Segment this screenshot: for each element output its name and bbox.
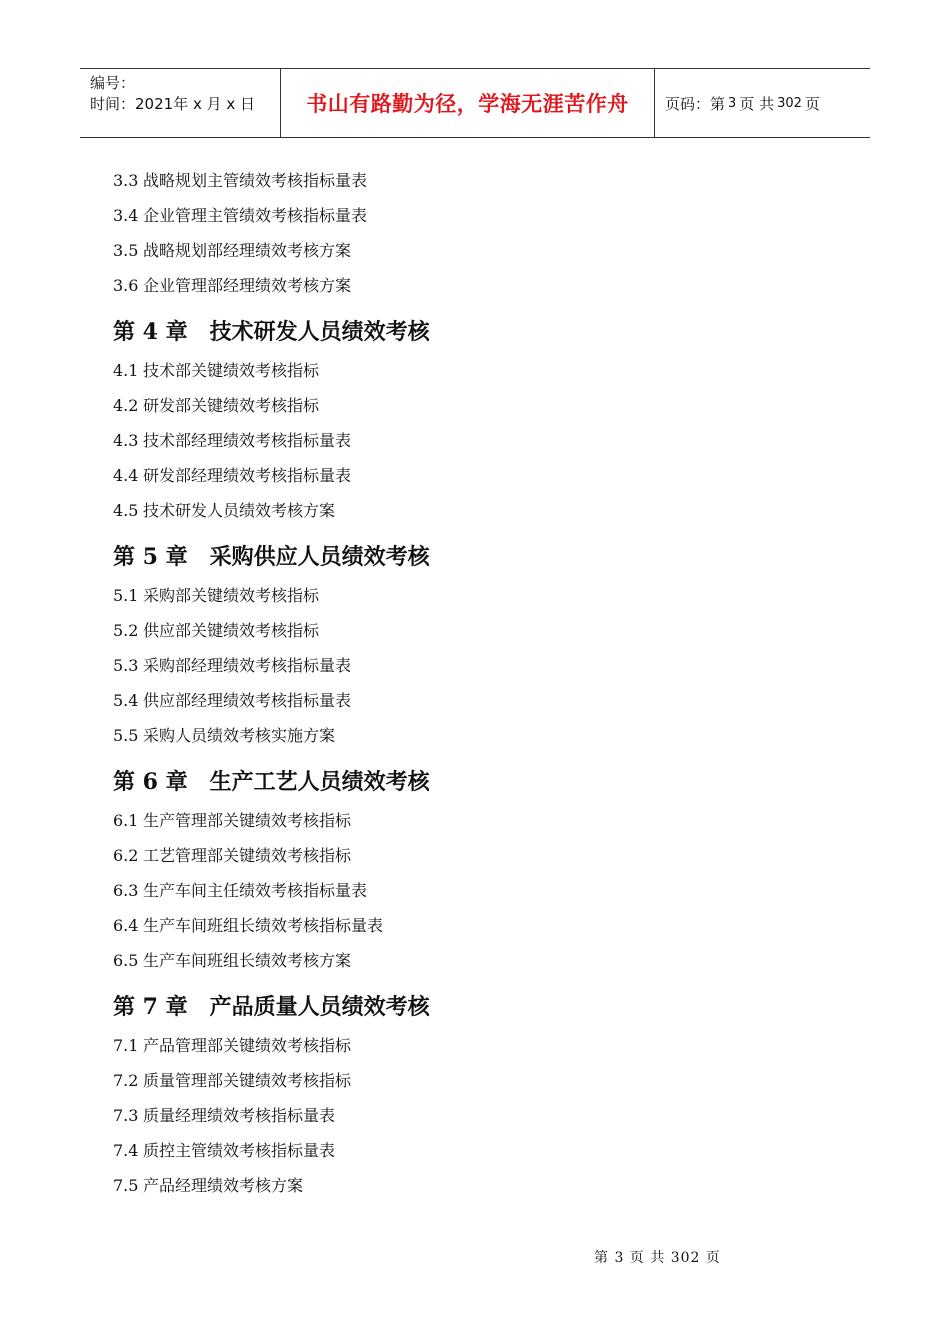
- toc-entry-title: 企业管理主管绩效考核指标量表: [143, 206, 368, 225]
- toc-entry-number: 5.2: [113, 621, 139, 640]
- toc-entry-number: 6.3: [113, 881, 139, 900]
- toc-entry-number: 6.4: [113, 916, 139, 935]
- toc-entry-number: 6.5: [113, 951, 139, 970]
- toc-entry: [113, 838, 833, 873]
- toc-entry-number: 4.1: [113, 361, 139, 380]
- toc-entry: [113, 493, 833, 528]
- toc-entry-number: 3.4: [113, 206, 139, 225]
- header-page-info: [655, 69, 870, 137]
- chapter-title: 技术研发人员绩效考核: [209, 319, 430, 345]
- toc-entry: [113, 233, 833, 268]
- toc-entry-number: 7.2: [113, 1071, 139, 1090]
- toc-entry-title: 技术研发人员绩效考核方案: [143, 501, 336, 520]
- toc-entry: [113, 718, 833, 753]
- header-meta-cell: [80, 69, 281, 137]
- chapter-heading: [113, 528, 833, 578]
- toc-entry: [113, 613, 833, 648]
- toc-entry-title: 研发部关键绩效考核指标: [143, 396, 320, 415]
- toc-entry: [113, 578, 833, 613]
- toc-entry: [113, 1028, 833, 1063]
- header-motto: 书山有路勤为径，学海无涯苦作舟: [281, 69, 655, 137]
- toc-entry-title: 产品管理部关键绩效考核指标: [143, 1036, 352, 1055]
- chapter-title: 产品质量人员绩效考核: [209, 994, 430, 1020]
- toc-entry: [113, 163, 833, 198]
- toc-entry-title: 质量经理绩效考核指标量表: [143, 1106, 336, 1125]
- toc-entry: [113, 943, 833, 978]
- toc-entry: [113, 198, 833, 233]
- toc-entry-number: 5.5: [113, 726, 139, 745]
- page-current: 3: [728, 95, 737, 111]
- toc-entry-number: 5.1: [113, 586, 139, 605]
- toc-entry-title: 质量管理部关键绩效考核指标: [143, 1071, 352, 1090]
- toc-entry-title: 采购部关键绩效考核指标: [143, 586, 320, 605]
- toc-entry: [113, 908, 833, 943]
- chapter-label: 第 6 章: [113, 769, 188, 795]
- toc-entry: [113, 803, 833, 838]
- chapter-title: 采购供应人员绩效考核: [209, 544, 430, 570]
- toc-entry-title: 研发部经理绩效考核指标量表: [143, 466, 352, 485]
- toc-entry-number: 7.1: [113, 1036, 139, 1055]
- toc-entry-title: 企业管理部经理绩效考核方案: [143, 276, 352, 295]
- toc-entry-number: 5.3: [113, 656, 139, 675]
- toc-entry: [113, 458, 833, 493]
- toc-entry: [113, 388, 833, 423]
- toc-entry-title: 工艺管理部关键绩效考核指标: [143, 846, 352, 865]
- chapter-label: 第 4 章: [113, 319, 188, 345]
- toc-entry-title: 技术部关键绩效考核指标: [143, 361, 320, 380]
- toc-entry-number: 7.4: [113, 1141, 139, 1160]
- toc-entry-number: 4.4: [113, 466, 139, 485]
- chapter-label: 第 7 章: [113, 994, 188, 1020]
- chapter-label: 第 5 章: [113, 544, 188, 570]
- chapter-title: 生产工艺人员绩效考核: [209, 769, 430, 795]
- toc-entry-number: 4.3: [113, 431, 139, 450]
- toc-entry: [113, 873, 833, 908]
- toc-entry: [113, 1063, 833, 1098]
- toc-entry-title: 生产车间班组长绩效考核方案: [143, 951, 352, 970]
- chapter-heading: [113, 303, 833, 353]
- page-prefix: 页码：第: [665, 94, 726, 113]
- time-prefix: 时间：: [90, 95, 136, 113]
- toc-entry-title: 产品经理绩效考核方案: [143, 1176, 304, 1195]
- chapter-heading: [113, 753, 833, 803]
- time-year: 2021: [135, 95, 174, 113]
- toc-entry: [113, 683, 833, 718]
- toc-entry-title: 生产车间班组长绩效考核指标量表: [143, 916, 384, 935]
- toc-entry: [113, 423, 833, 458]
- document-number-label: 编号：: [90, 74, 136, 92]
- toc-entry-title: 质控主管绩效考核指标量表: [143, 1141, 336, 1160]
- toc-entry-title: 采购部经理绩效考核指标量表: [143, 656, 352, 675]
- table-of-contents: [113, 163, 833, 1203]
- toc-entry-number: 7.3: [113, 1106, 139, 1125]
- document-time: [90, 94, 280, 115]
- toc-entry-number: 7.5: [113, 1176, 139, 1195]
- toc-entry-title: 战略规划部经理绩效考核方案: [143, 241, 352, 260]
- toc-entry-title: 采购人员绩效考核实施方案: [143, 726, 336, 745]
- toc-entry: [113, 353, 833, 388]
- page-header: [80, 68, 870, 138]
- toc-entry-title: 技术部经理绩效考核指标量表: [143, 431, 352, 450]
- chapter-heading: [113, 978, 833, 1028]
- toc-entry: [113, 1133, 833, 1168]
- toc-entry-number: 4.2: [113, 396, 139, 415]
- toc-entry-title: 供应部经理绩效考核指标量表: [143, 691, 352, 710]
- page-mid: 页 共: [739, 94, 775, 113]
- toc-entry-number: 6.1: [113, 811, 139, 830]
- page-footer: 第 3 页 共 302 页: [594, 1250, 721, 1266]
- toc-entry-title: 生产车间主任绩效考核指标量表: [143, 881, 368, 900]
- toc-entry: [113, 268, 833, 303]
- toc-entry-number: 3.5: [113, 241, 139, 260]
- toc-entry-number: 4.5: [113, 501, 139, 520]
- toc-entry: [113, 648, 833, 683]
- toc-entry-number: 3.6: [113, 276, 139, 295]
- toc-entry-number: 3.3: [113, 171, 139, 190]
- toc-entry-title: 供应部关键绩效考核指标: [143, 621, 320, 640]
- toc-entry-title: 生产管理部关键绩效考核指标: [143, 811, 352, 830]
- toc-entry: [113, 1098, 833, 1133]
- toc-entry-number: 5.4: [113, 691, 139, 710]
- time-text: 年 x 月 x 日: [173, 95, 256, 113]
- page-total: 302: [777, 95, 802, 111]
- toc-entry-number: 6.2: [113, 846, 139, 865]
- toc-entry-title: 战略规划主管绩效考核指标量表: [143, 171, 368, 190]
- page-suffix: 页: [804, 94, 820, 113]
- toc-entry: [113, 1168, 833, 1203]
